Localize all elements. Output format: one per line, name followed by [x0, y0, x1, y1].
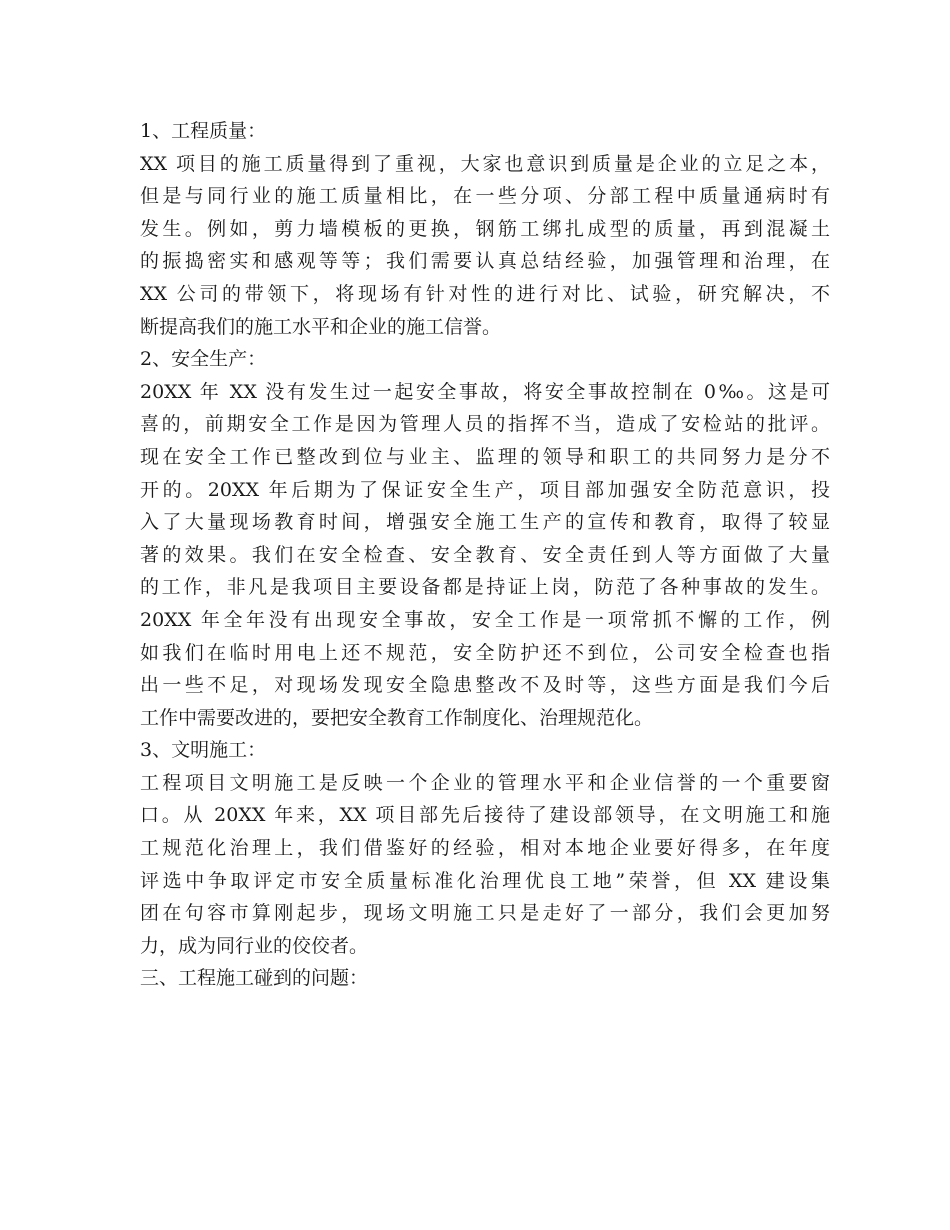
paragraph-line: 评选中争取评定市安全质量标准化治理优良工地”荣誉，但 XX 建设集: [140, 869, 830, 892]
section-heading: 2、安全生产：: [140, 348, 267, 371]
paragraph-line: 20XX 年 XX 没有发生过一起安全事故，将安全事故控制在 0‰。这是可: [140, 380, 830, 403]
paragraph-line: 断提高我们的施工水平和企业的施工信誉。: [140, 315, 502, 338]
paragraph-line: XX 公司的带领下，将现场有针对性的进行对比、试验，研究解决，不: [140, 282, 830, 305]
section-heading: 1、工程质量：: [140, 120, 267, 142]
paragraph-line: XX 项目的施工质量得到了重视，大家也意识到质量是企业的立足之本，: [140, 152, 830, 175]
paragraph-line: 20XX 年全年没有出现安全事故，安全工作是一项常抓不懈的工作，例: [140, 608, 830, 631]
paragraph-line: 入了大量现场教育时间，增强安全施工生产的宣传和教育，取得了较显: [140, 511, 830, 534]
paragraph-line: 工程项目文明施工是反映一个企业的管理水平和企业信誉的一个重要窗: [140, 771, 830, 794]
paragraph-line: 发生。例如，剪力墙模板的更换，钢筋工绑扎成型的质量，再到混凝土: [140, 217, 830, 240]
section-heading: 三、工程施工碰到的问题：: [140, 967, 369, 990]
paragraph-line: 出一些不足，对现场发现安全隐患整改不及时等，这些方面是我们今后: [140, 674, 830, 697]
paragraph-line: 力，成为同行业的佼佼者。: [140, 934, 369, 957]
paragraph-line: 开的。20XX 年后期为了保证安全生产，项目部加强安全防范意识，投: [140, 478, 830, 501]
paragraph-line: 工作中需要改进的，要把安全教育工作制度化、治理规范化。: [140, 706, 654, 729]
section-problems: [140, 962, 830, 995]
paragraph-line: 工规范化治理上，我们借鉴好的经验，相对本地企业要好得多，在年度: [140, 837, 830, 860]
paragraph-line: 但是与同行业的施工质量相比，在一些分项、分部工程中质量通病时有: [140, 185, 830, 208]
paragraph-line: 喜的，前期安全工作是因为管理人员的指挥不当，造成了安检站的批评。: [140, 413, 830, 436]
paragraph-line: 口。从 20XX 年来，XX 项目部先后接待了建设部领导，在文明施工和施: [140, 804, 830, 827]
section-quality: [140, 115, 830, 343]
section-heading: 3、文明施工：: [140, 739, 267, 762]
document-body: [140, 115, 830, 995]
paragraph-line: 现在安全工作已整改到位与业主、监理的领导和职工的共同努力是分不: [140, 445, 830, 468]
paragraph-line: 如我们在临时用电上还不规范，安全防护还不到位，公司安全检查也指: [140, 641, 830, 664]
section-civilized-construction: [140, 734, 830, 962]
section-safety: [140, 343, 830, 734]
paragraph-line: 著的效果。我们在安全检查、安全教育、安全责任到人等方面做了大量: [140, 543, 830, 566]
paragraph-line: 的振捣密实和感观等等；我们需要认真总结经验，加强管理和治理，在: [140, 250, 830, 273]
paragraph-line: 团在句容市算刚起步，现场文明施工只是走好了一部分，我们会更加努: [140, 902, 830, 925]
paragraph-line: 的工作，非凡是我项目主要设备都是持证上岗，防范了各种事故的发生。: [140, 576, 830, 599]
